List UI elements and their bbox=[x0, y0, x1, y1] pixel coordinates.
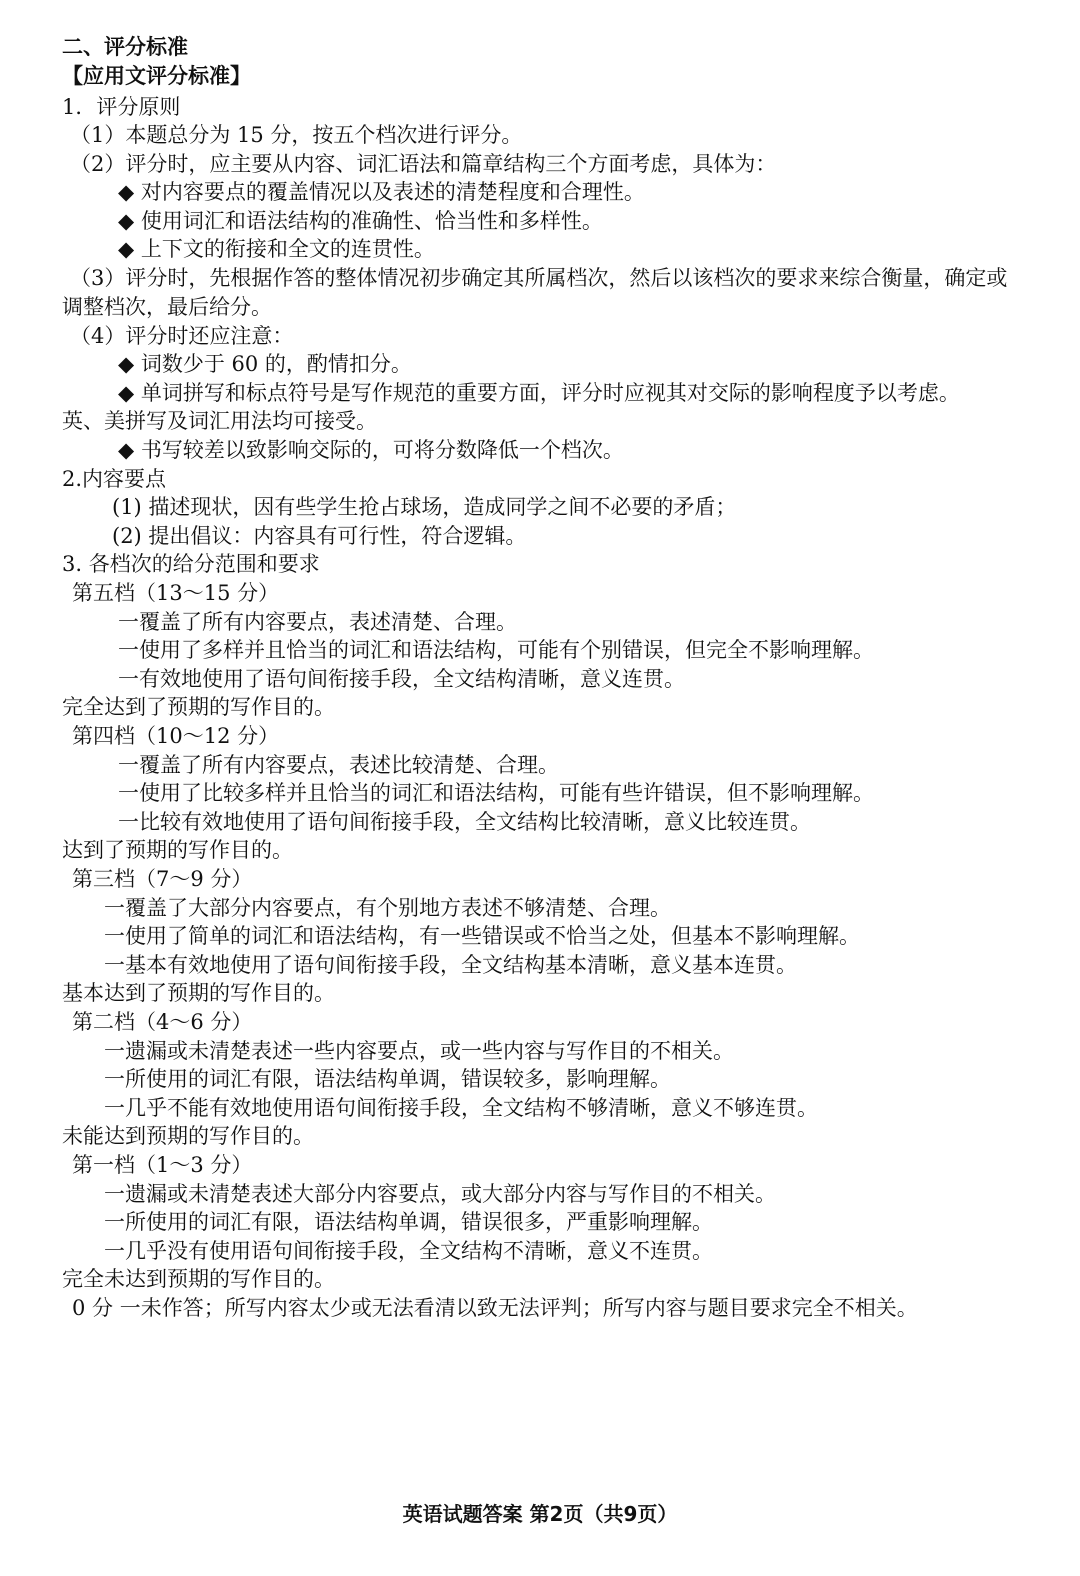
page-footer: 英语试题答案 第2页（共9页） bbox=[402, 1502, 678, 1526]
grade-title: 第一档（1～3 分） bbox=[72, 1153, 253, 1177]
grade-criterion: 一几乎没有使用语句间衔接手段，全文结构不清晰，意义不连贯。 bbox=[104, 1239, 713, 1263]
section-title: 二、评分标准 bbox=[62, 35, 188, 59]
grade-summary: 基本达到了预期的写作目的。 bbox=[62, 981, 335, 1005]
content-points-heading: 2.内容要点 bbox=[62, 467, 167, 491]
grade-criterion: 一使用了比较多样并且恰当的词汇和语法结构，可能有些许错误，但不影响理解。 bbox=[118, 781, 874, 805]
principle-3: （3）评分时，先根据作答的整体情况初步确定其所属档次，然后以该档次的要求来综合衡量，确定或调整档次，最后给分。 bbox=[62, 266, 1008, 319]
grade-criterion: 一所使用的词汇有限，语法结构单调，错误较多，影响理解。 bbox=[104, 1067, 671, 1091]
grade-criterion: 一有效地使用了语句间衔接手段，全文结构清晰，意义连贯。 bbox=[118, 667, 685, 691]
subsection-title: 【应用文评分标准】 bbox=[62, 64, 251, 88]
principle-2-bullet: ◆ 对内容要点的覆盖情况以及表述的清楚程度和合理性。 bbox=[118, 180, 645, 204]
grade-summary: 达到了预期的写作目的。 bbox=[62, 838, 293, 862]
grade-criterion: 一所使用的词汇有限，语法结构单调，错误很多，严重影响理解。 bbox=[104, 1210, 713, 1234]
grade-criterion: 一使用了简单的词汇和语法结构，有一些错误或不恰当之处，但基本不影响理解。 bbox=[104, 924, 860, 948]
zero-score-rule: 0 分 一未作答；所写内容太少或无法看清以致无法评判；所写内容与题目要求完全不相关。 bbox=[72, 1296, 918, 1320]
grade-criterion: 一比较有效地使用了语句间衔接手段，全文结构比较清晰，意义比较连贯。 bbox=[118, 810, 811, 834]
grade-criterion: 一覆盖了所有内容要点，表述清楚、合理。 bbox=[118, 610, 517, 634]
grade-summary: 完全达到了预期的写作目的。 bbox=[62, 695, 335, 719]
grade-criterion: 一几乎不能有效地使用语句间衔接手段，全文结构不够清晰，意义不够连贯。 bbox=[104, 1096, 818, 1120]
principles-heading: 1．评分原则 bbox=[62, 95, 181, 119]
grade-title: 第四档（10～12 分） bbox=[72, 724, 280, 748]
principle-4-bullet: ◆ 书写较差以致影响交际的，可将分数降低一个档次。 bbox=[118, 438, 624, 462]
grade-title: 第五档（13～15 分） bbox=[72, 581, 280, 605]
grade-summary: 完全未达到预期的写作目的。 bbox=[62, 1267, 335, 1291]
principle-4-bullet-continuation: 英、美拼写及词汇用法均可接受。 bbox=[62, 409, 377, 433]
grade-title: 第二档（4～6 分） bbox=[72, 1010, 253, 1034]
principle-2-bullet: ◆ 使用词汇和语法结构的准确性、恰当性和多样性。 bbox=[118, 209, 603, 233]
principle-4-bullet: ◆ 词数少于 60 的，酌情扣分。 bbox=[118, 352, 412, 376]
principle-2-bullet: ◆ 上下文的衔接和全文的连贯性。 bbox=[118, 237, 435, 261]
grade-criterion: 一遗漏或未清楚表述大部分内容要点，或大部分内容与写作目的不相关。 bbox=[104, 1182, 776, 1206]
grade-summary: 未能达到预期的写作目的。 bbox=[62, 1124, 314, 1148]
grade-criterion: 一覆盖了所有内容要点，表述比较清楚、合理。 bbox=[118, 753, 559, 777]
principle-2: （2）评分时，应主要从内容、词汇语法和篇章结构三个方面考虑，具体为： bbox=[70, 152, 777, 176]
grade-title: 第三档（7～9 分） bbox=[72, 867, 253, 891]
principle-4-bullet: ◆ 单词拼写和标点符号是写作规范的重要方面，评分时应视其对交际的影响程度予以考虑。 bbox=[118, 381, 960, 405]
content-point: (2) 提出倡议：内容具有可行性，符合逻辑。 bbox=[112, 524, 527, 548]
grade-criterion: 一使用了多样并且恰当的词汇和语法结构，可能有个别错误，但完全不影响理解。 bbox=[118, 638, 874, 662]
principle-4: （4）评分时还应注意： bbox=[70, 324, 294, 348]
grades-heading: 3. 各档次的给分范围和要求 bbox=[62, 552, 320, 576]
grade-criterion: 一基本有效地使用了语句间衔接手段，全文结构基本清晰，意义基本连贯。 bbox=[104, 953, 797, 977]
grade-criterion: 一遗漏或未清楚表述一些内容要点，或一些内容与写作目的不相关。 bbox=[104, 1039, 734, 1063]
content-point: (1) 描述现状，因有些学生抢占球场，造成同学之间不必要的矛盾； bbox=[112, 495, 737, 519]
grade-criterion: 一覆盖了大部分内容要点，有个别地方表述不够清楚、合理。 bbox=[104, 896, 671, 920]
principle-1: （1）本题总分为 15 分，按五个档次进行评分。 bbox=[70, 123, 523, 147]
